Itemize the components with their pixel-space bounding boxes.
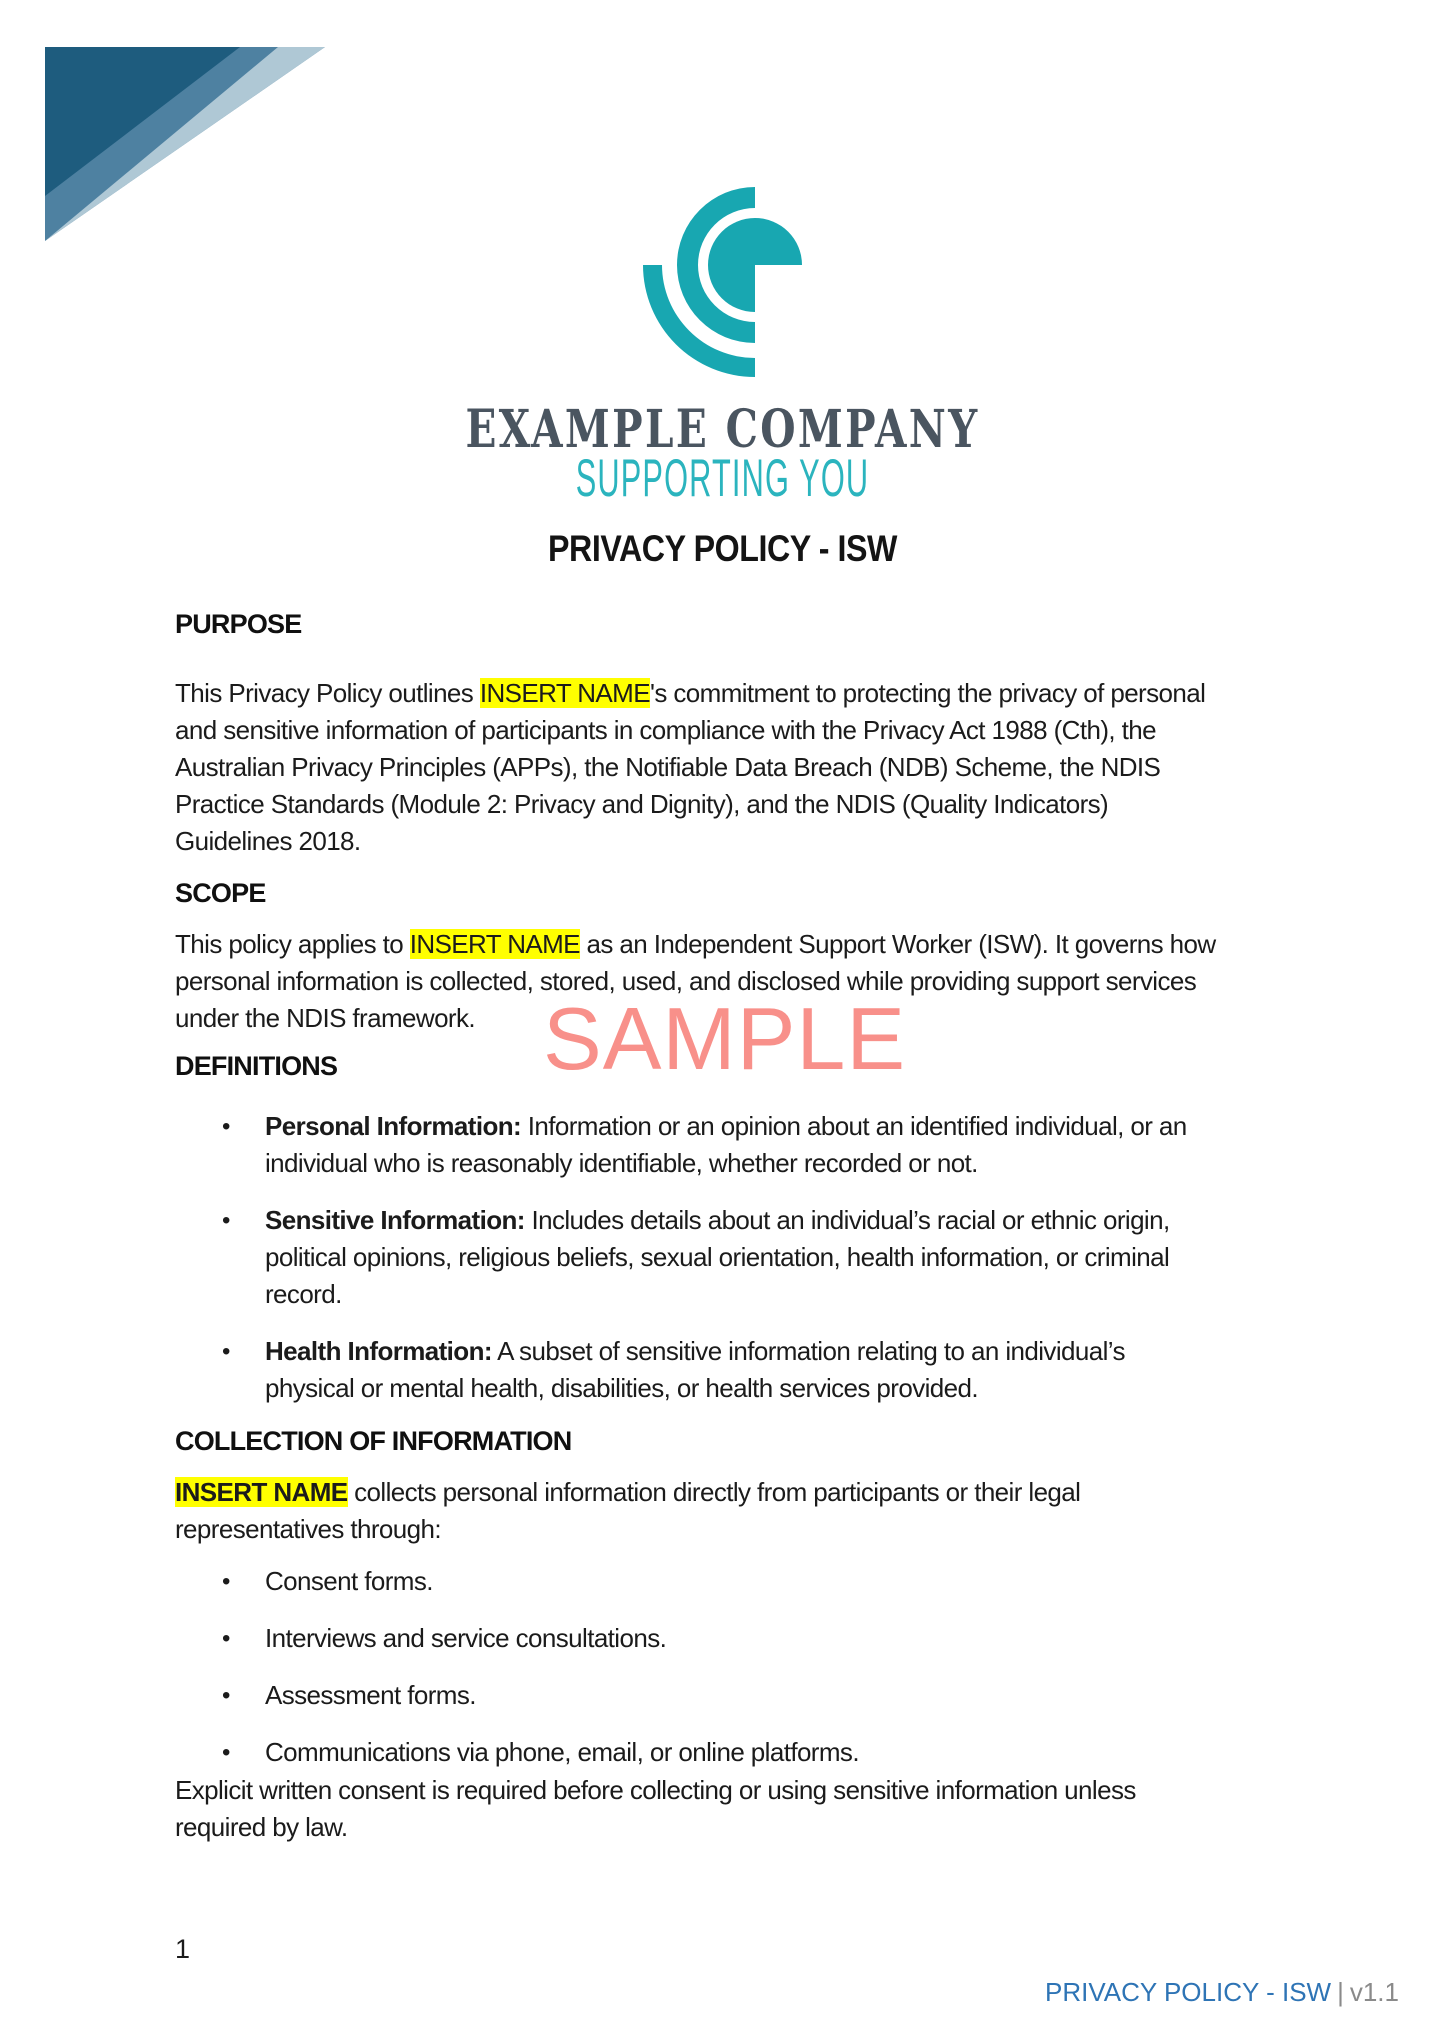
heading-definitions: DEFINITIONS xyxy=(175,1051,338,1081)
heading-collection-of-information: COLLECTION OF INFORMATION xyxy=(175,1426,572,1456)
consent-note-paragraph xyxy=(175,1772,1325,1846)
text-segment: This policy applies to xyxy=(175,929,410,959)
text-segment: Guidelines 2018. xyxy=(175,826,361,856)
text-segment: Sensitive Information: xyxy=(265,1205,525,1235)
text-segment: representatives through: xyxy=(175,1514,441,1544)
definition-list-item xyxy=(175,1333,1325,1407)
sample-watermark: SAMPLE xyxy=(543,989,907,1088)
text-segment: Personal Information: xyxy=(265,1111,522,1141)
text-line xyxy=(175,926,1325,963)
corner-triangles-decoration xyxy=(0,0,340,260)
bullet-icon: • xyxy=(222,1568,231,1595)
bullet-icon: • xyxy=(222,1739,231,1766)
company-logo-icon xyxy=(630,183,810,383)
definition-list-item xyxy=(175,1202,1325,1313)
text-segment: collects personal information directly from participants or their legal xyxy=(347,1477,1081,1507)
text-line xyxy=(265,1202,1325,1239)
bullet-icon: • xyxy=(222,1207,231,1234)
text-line: Consent forms. xyxy=(265,1566,433,1596)
text-line xyxy=(175,712,1325,749)
bullet-list-item xyxy=(175,1734,1325,1771)
collection-bullet-list xyxy=(175,1563,1325,1791)
footer-document-label xyxy=(1045,1974,1399,2011)
text-line xyxy=(265,1276,1325,1313)
text-line xyxy=(175,749,1325,786)
bullet-icon: • xyxy=(222,1113,231,1140)
text-line xyxy=(265,1333,1325,1370)
bullet-list-item xyxy=(175,1677,1325,1714)
text-line xyxy=(175,823,1325,860)
text-segment: physical or mental health, disabilities, or health services provided. xyxy=(265,1373,978,1403)
company-tagline: SUPPORTING YOU xyxy=(575,449,870,508)
heading-purpose: PURPOSE xyxy=(175,609,302,639)
text-segment: This Privacy Policy outlines xyxy=(175,678,480,708)
text-segment: Australian Privacy Principles (APPs), the Notifiable Data Breach (NDB) Scheme, the NDIS xyxy=(175,752,1161,782)
text-segment: and sensitive information of participants in compliance with the Privacy Act 1988 (Cth), the xyxy=(175,715,1156,745)
text-line: Assessment forms. xyxy=(265,1680,476,1710)
text-segment: record. xyxy=(265,1279,342,1309)
text-segment: Includes details about an individual’s racial or ethnic origin, xyxy=(524,1205,1170,1235)
bullet-icon: • xyxy=(222,1338,231,1365)
text-line xyxy=(265,1239,1325,1276)
bullet-list-item xyxy=(175,1620,1325,1657)
purpose-paragraph xyxy=(175,675,1325,860)
footer-doc-title: PRIVACY POLICY - ISW xyxy=(1045,1977,1332,2007)
highlighted-placeholder: INSERT NAME xyxy=(479,678,650,708)
footer-separator: | xyxy=(1337,1977,1344,2007)
bullet-list-item xyxy=(175,1563,1325,1600)
text-line xyxy=(175,1511,1325,1548)
bullet-icon: • xyxy=(222,1682,231,1709)
text-segment: Information or an opinion about an identified individual, or an xyxy=(521,1111,1187,1141)
text-line: Interviews and service consultations. xyxy=(265,1623,667,1653)
text-segment: A subset of sensitive information relating to an individual’s xyxy=(491,1336,1125,1366)
text-line xyxy=(175,1474,1325,1511)
definition-list-item xyxy=(175,1108,1325,1182)
text-line xyxy=(175,675,1325,712)
text-line xyxy=(175,1809,1325,1846)
page-title: PRIVACY POLICY - ISW xyxy=(547,528,898,569)
footer-version: v1.1 xyxy=(1349,1977,1399,2007)
text-segment: required by law. xyxy=(175,1812,348,1842)
definitions-bullet-list xyxy=(175,1108,1325,1427)
text-line xyxy=(265,1108,1325,1145)
text-line xyxy=(175,1772,1325,1809)
text-segment: Health Information: xyxy=(265,1336,492,1366)
text-segment: political opinions, religious beliefs, sexual orientation, health information, or criminal xyxy=(265,1242,1170,1272)
text-line: Communications via phone, email, or online platforms. xyxy=(265,1737,859,1767)
company-name: EXAMPLE COMPANY xyxy=(465,399,980,460)
text-segment: personal information is collected, stored, used, and disclosed while providing support services xyxy=(175,966,1197,996)
text-segment: under the NDIS framework. xyxy=(175,1003,476,1033)
highlighted-placeholder: INSERT NAME xyxy=(409,929,580,959)
heading-scope: SCOPE xyxy=(175,878,266,908)
page-number: 1 xyxy=(175,1934,191,1964)
text-line xyxy=(265,1145,1325,1182)
text-line xyxy=(265,1370,1325,1407)
text-segment: Practice Standards (Module 2: Privacy and Dignity), and the NDIS (Quality Indicators) xyxy=(175,789,1109,819)
bullet-icon: • xyxy=(222,1625,231,1652)
collection-paragraph xyxy=(175,1474,1325,1548)
text-segment: 's commitment to protecting the privacy of personal xyxy=(649,678,1206,708)
text-line xyxy=(175,786,1325,823)
text-segment: Explicit written consent is required before collecting or using sensitive information unless xyxy=(175,1775,1136,1805)
text-segment: as an Independent Support Worker (ISW). It governs how xyxy=(579,929,1216,959)
highlighted-placeholder: INSERT NAME xyxy=(175,1477,348,1507)
text-segment: individual who is reasonably identifiable, whether recorded or not. xyxy=(265,1148,978,1178)
